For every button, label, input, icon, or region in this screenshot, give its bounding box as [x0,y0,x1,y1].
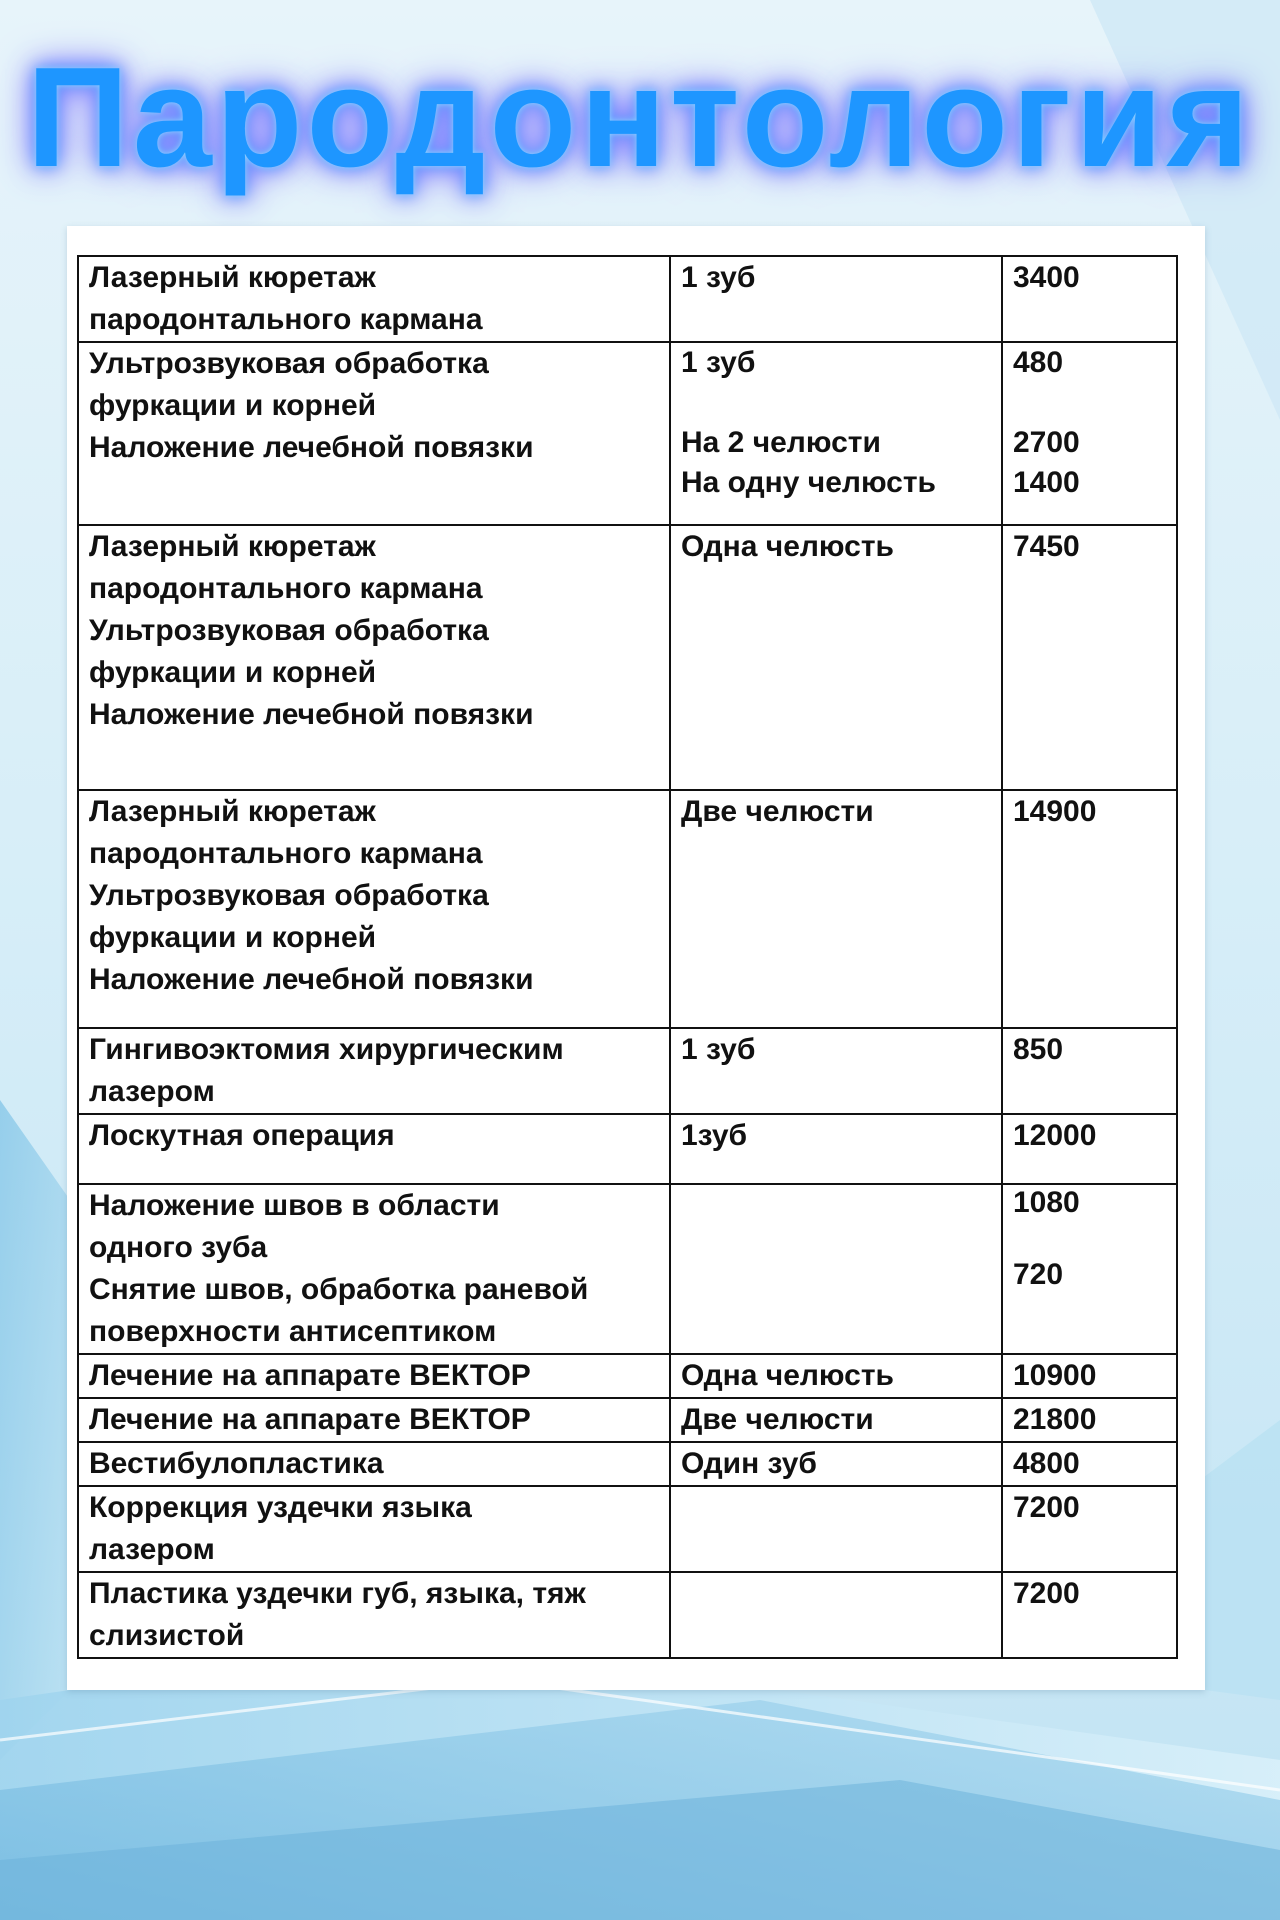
price-list-sheet [67,226,1205,1690]
service-cell: Вестибулопластика [78,1442,670,1486]
price-cell: 7200 [1002,1486,1177,1572]
table-row [78,1442,1177,1486]
service-cell: Лечение на аппарате ВЕКТОР [78,1398,670,1442]
unit-cell [670,1572,1002,1658]
service-cell: Лазерный кюретаж пародонтального кармана Ультрозвуковая обработка фуркации и корней Наложение лечебной повязки [78,790,670,1028]
unit-cell: 1зуб [670,1114,1002,1184]
page-title: Пародонтология [26,38,1254,197]
service-cell: Наложение швов в области одного зуба Снятие швов, обработка раневой поверхности антисептиком [78,1184,670,1354]
price-cell: 10900 [1002,1354,1177,1398]
service-cell: Лазерный кюретаж пародонтального кармана Ультрозвуковая обработка фуркации и корней Наложение лечебной повязки [78,525,670,790]
service-cell: Лоскутная операция [78,1114,670,1184]
unit-cell: Две челюсти [670,790,1002,1028]
price-cell: 12000 [1002,1114,1177,1184]
price-cell: 21800 [1002,1398,1177,1442]
price-table [77,255,1178,1659]
unit-cell: Один зуб [670,1442,1002,1486]
unit-cell: 1 зуб [670,256,1002,342]
service-cell: Коррекция уздечки языка лазером [78,1486,670,1572]
table-row [78,1354,1177,1398]
table-row [78,1184,1177,1354]
price-cell: 14900 [1002,790,1177,1028]
table-row [78,790,1177,1028]
price-cell: 3400 [1002,256,1177,342]
unit-cell [670,1486,1002,1572]
table-row [78,1398,1177,1442]
price-cell: 7200 [1002,1572,1177,1658]
unit-cell: Две челюсти [670,1398,1002,1442]
service-cell: Ультрозвуковая обработка фуркации и корней Наложение лечебной повязки [78,342,670,525]
price-cell: 4800 [1002,1442,1177,1486]
service-cell: Гингивоэктомия хирургическим лазером [78,1028,670,1114]
price-cell: 1080 720 [1002,1184,1177,1354]
table-row [78,1572,1177,1658]
unit-cell: Одна челюсть [670,525,1002,790]
table-row [78,525,1177,790]
table-row [78,1028,1177,1114]
table-row [78,342,1177,525]
table-row [78,256,1177,342]
unit-cell: 1 зуб На 2 челюсти На одну челюсть [670,342,1002,525]
price-cell: 850 [1002,1028,1177,1114]
price-cell: 480 2700 1400 [1002,342,1177,525]
service-cell: Пластика уздечки губ, языка, тяж слизистой [78,1572,670,1658]
table-row [78,1486,1177,1572]
price-cell: 7450 [1002,525,1177,790]
table-row [78,1114,1177,1184]
service-cell: Лечение на аппарате ВЕКТОР [78,1354,670,1398]
unit-cell: Одна челюсть [670,1354,1002,1398]
service-cell: Лазерный кюретаж пародонтального кармана [78,256,670,342]
unit-cell [670,1184,1002,1354]
unit-cell: 1 зуб [670,1028,1002,1114]
